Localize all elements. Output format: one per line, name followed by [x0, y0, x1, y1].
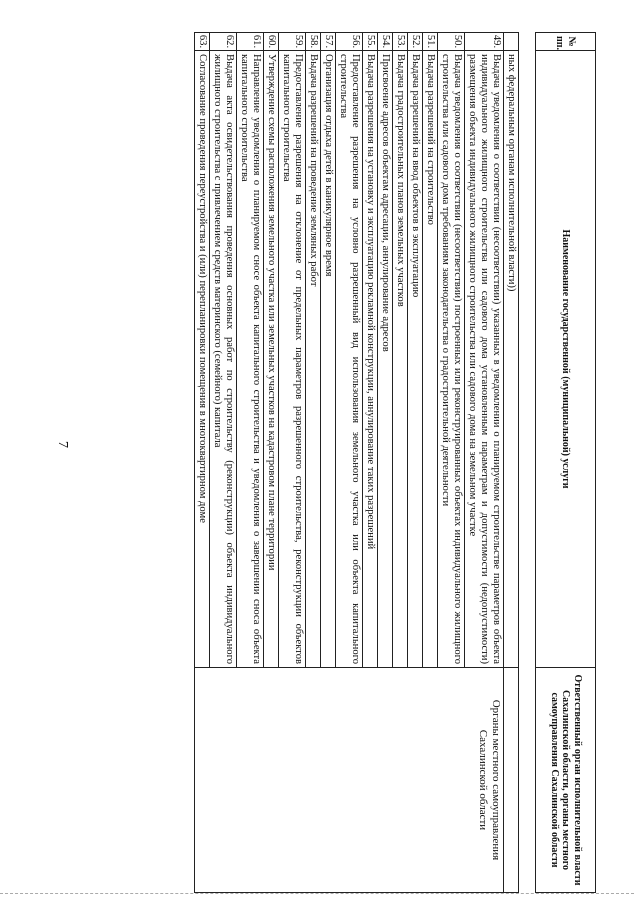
row-number: 63. [195, 33, 210, 51]
row-number: 59. [279, 33, 306, 51]
row-number [504, 33, 519, 51]
table-header [535, 32, 596, 893]
row-number: 55. [363, 33, 378, 51]
rotated-page-content [68, 32, 596, 892]
services-table-body [195, 33, 519, 893]
row-service-name: Выдача разрешения на установку и эксплуатацию рекламной конструкции, аннулирование таких разрешений [363, 51, 378, 668]
row-service-name: Предоставление разрешения на отклонение от предельных параметров разрешенного строительства, реконструкции объектов капитального строительства [279, 51, 306, 668]
row-service-name: Присвоение адресов объектам адресации, аннулирование адресов [378, 51, 393, 668]
row-number: 60. [264, 33, 279, 51]
row-service-name: Выдача уведомления о соответствии (несоответствии) построенных или реконструированных объектах индивидуального жилищного строительства или садового дома требованиям законодательства о градостроительной деятельности [438, 51, 465, 668]
row-service-name: Выдача разрешений на строительство [423, 51, 438, 668]
row-number: 62. [210, 33, 237, 51]
row-responsible-org [504, 668, 519, 893]
row-number: 53. [393, 33, 408, 51]
row-number: 51. [423, 33, 438, 51]
row-number: 54. [378, 33, 393, 51]
row-service-name: Направление уведомления о планируемом сносе объекта капитального строительства и уведомления о завершении сноса объекта капитального строительства [237, 51, 264, 668]
row-service-name: Организация отдыха детей в каникулярное время [321, 51, 336, 668]
row-service-name: Предоставление разрешения на условно разрешенный вид использования земельного участка или объекта капитального строительства [336, 51, 363, 668]
row-service-name: Утверждение схемы расположения земельного участка или земельных участков на кадастровом плане территории [264, 51, 279, 668]
page-bottom-dashed-line [0, 893, 634, 894]
row-number: 50. [438, 33, 465, 51]
row-number: 49. [465, 33, 504, 51]
services-table [194, 32, 519, 893]
row-service-name: Выдача акта освидетельствования проведения основных работ по строительству (реконструкции) объекта индивидуального жилищного строительства с привлечением средств материнского (семейного) капитала [210, 51, 237, 668]
row-number: 52. [408, 33, 423, 51]
page-number: 7 [55, 441, 70, 448]
row-service-name: Выдача разрешений на ввод объектов в эксплуатацию [408, 51, 423, 668]
row-number: 58. [306, 33, 321, 51]
row-service-name: ных федеральным органам исполнительной власти)) [504, 51, 519, 668]
row-service-name: Выдача уведомления о соответствии (несоответствии) указанных в уведомлении о планируемом строительстве параметров объекта индивидуального жилищного строительства или садового дома установленным параметрам и допустимости (недопустимости) размещения объекта индивидуального жилищного строительства или садового дома на земельном участке [465, 51, 504, 668]
row-number: 61. [237, 33, 264, 51]
table-row [465, 33, 504, 893]
header-service-name: Наименование государственной (муниципальной) услуги [536, 51, 596, 668]
header-number: № пп. [536, 33, 596, 51]
table-row [504, 33, 519, 893]
row-responsible-org: Органы местного самоуправления Сахалинской области [195, 668, 504, 893]
row-service-name: Согласование проведения переустройства и (или) перепланировки помещения в многоквартирном доме [195, 51, 210, 668]
table-gap [519, 32, 535, 892]
row-number: 56. [336, 33, 363, 51]
header-responsible-org: Ответственный орган исполнительной власти Сахалинской области, органы местного самоуправления Сахалинской области [536, 668, 596, 893]
row-service-name: Выдача разрешений на проведение земляных работ [306, 51, 321, 668]
header-row [536, 33, 596, 893]
row-number: 57. [321, 33, 336, 51]
row-service-name: Выдача градостроительных планов земельных участков [393, 51, 408, 668]
